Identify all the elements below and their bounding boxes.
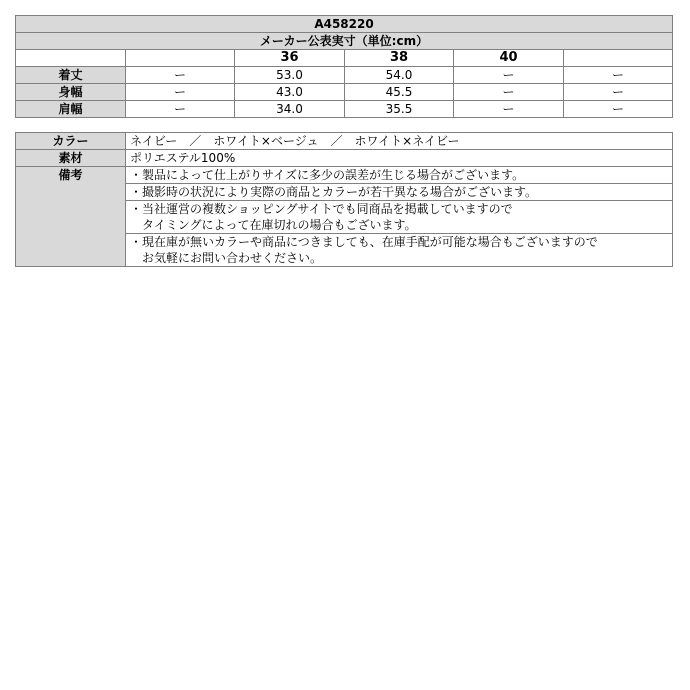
notes-row bbox=[16, 167, 673, 184]
size-header-blank bbox=[16, 50, 126, 67]
note-line: お気軽にお問い合わせください。 bbox=[130, 251, 323, 265]
size-table bbox=[15, 15, 673, 118]
measurement-value: 34.0 bbox=[235, 101, 345, 118]
note-item bbox=[126, 234, 673, 267]
row-label: 肩幅 bbox=[16, 101, 126, 118]
note-line: ・製品によって仕上がりサイズに多少の誤差が生じる場合がございます。 bbox=[130, 168, 525, 182]
measurement-value: 54.0 bbox=[345, 67, 454, 84]
measurement-value: ー bbox=[454, 84, 564, 101]
note-item bbox=[126, 184, 673, 201]
measurement-value: ー bbox=[564, 67, 673, 84]
note-line: ・撮影時の状況により実際の商品とカラーが若干異なる場合がございます。 bbox=[130, 185, 538, 199]
color-row bbox=[16, 133, 673, 150]
material-row bbox=[16, 150, 673, 167]
size-header-cell bbox=[564, 50, 673, 67]
size-header-row bbox=[16, 50, 673, 67]
measurement-value: 35.5 bbox=[345, 101, 454, 118]
measurement-value: ー bbox=[126, 101, 235, 118]
row-label: 着丈 bbox=[16, 67, 126, 84]
size-header-cell: 38 bbox=[345, 50, 454, 67]
table-row bbox=[16, 84, 673, 101]
note-item bbox=[126, 201, 673, 234]
measurement-value: 53.0 bbox=[235, 67, 345, 84]
note-line: ・現在庫が無いカラーや商品につきましても、在庫手配が可能な場合もございますので bbox=[130, 235, 598, 249]
measurement-value: 45.5 bbox=[345, 84, 454, 101]
size-header-cell bbox=[126, 50, 235, 67]
measurement-value: ー bbox=[454, 101, 564, 118]
measurement-value: ー bbox=[564, 101, 673, 118]
size-header-cell: 40 bbox=[454, 50, 564, 67]
measurement-value: ー bbox=[454, 67, 564, 84]
material-value: ポリエステル100% bbox=[126, 150, 673, 167]
measurement-value: ー bbox=[564, 84, 673, 101]
size-header-cell: 36 bbox=[235, 50, 345, 67]
product-code: A458220 bbox=[16, 16, 673, 33]
measurement-value: ー bbox=[126, 84, 235, 101]
color-label: カラー bbox=[16, 133, 126, 150]
measurement-value: ー bbox=[126, 67, 235, 84]
material-label: 素材 bbox=[16, 150, 126, 167]
row-label: 身幅 bbox=[16, 84, 126, 101]
table-row bbox=[16, 67, 673, 84]
product-info-table bbox=[15, 132, 673, 267]
color-value: ネイビー ／ ホワイト×ベージュ ／ ホワイト×ネイビー bbox=[126, 133, 673, 150]
table-row bbox=[16, 101, 673, 118]
measurement-subtitle: メーカー公表実寸（単位:cm） bbox=[16, 33, 673, 50]
notes-label: 備考 bbox=[16, 167, 126, 267]
measurement-value: 43.0 bbox=[235, 84, 345, 101]
note-line: タイミングによって在庫切れの場合もございます。 bbox=[130, 218, 417, 232]
note-line: ・当社運営の複数ショッピングサイトでも同商品を掲載していますので bbox=[130, 202, 513, 216]
note-item bbox=[126, 167, 673, 184]
